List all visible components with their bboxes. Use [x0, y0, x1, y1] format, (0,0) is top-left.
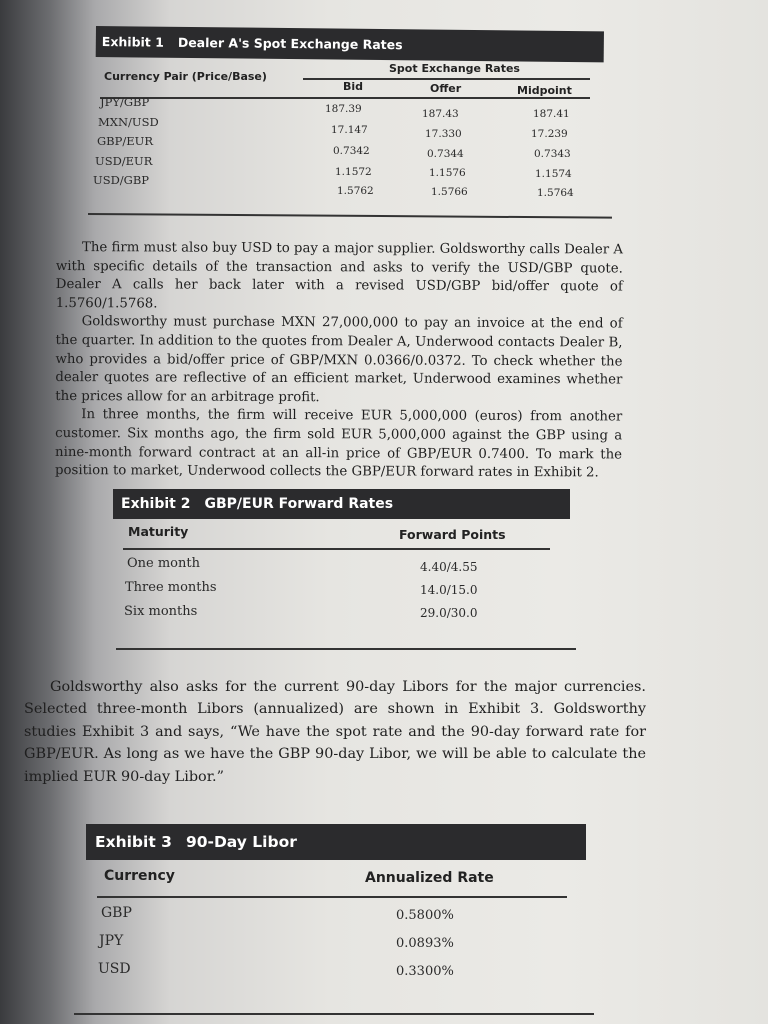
- body-text-1: [55, 239, 623, 483]
- exhibit2-row-points: 4.40/4.55: [420, 560, 478, 574]
- exhibit1-row-offer: 1.1576: [429, 167, 466, 179]
- exhibit1-row-bid: 1.5762: [337, 185, 374, 197]
- exhibit3-number: Exhibit 3: [95, 833, 172, 851]
- paragraph: In three months, the firm will receive EUR 5,000,000 (euros) from another customer. Six months ago, the firm sold EUR 5,000,000 against the GBP using a nine-month forward contract at an all-in price of GBP/EUR 0.7400. To mark the position to market, Underwood collects the GBP/EUR forward rates in Exhibit 2.: [54, 407, 623, 481]
- exhibit1-row-pair: USD/EUR: [95, 154, 153, 168]
- exhibit3-col-currency: Currency: [104, 868, 175, 884]
- exhibit1-row-offer: 17.330: [425, 128, 462, 140]
- exhibit2-col-points: Forward Points: [399, 527, 506, 542]
- exhibit2-header-rule: [123, 548, 550, 550]
- exhibit3-title-bar: [86, 824, 586, 860]
- exhibit1-title: Dealer A's Spot Exchange Rates: [177, 34, 403, 53]
- exhibit1-row-offer: 0.7344: [427, 148, 464, 160]
- exhibit1-title-bar: [96, 26, 604, 62]
- exhibit3-header-rule: [97, 896, 567, 898]
- paragraph: Goldsworthy also asks for the current 90-day Libors for the major currencies. Selected three-month Libors (annualized) are shown in Exhibit 3. Goldsworthy studies Exhibit 3 and says, “We have the spot rate and the 90-day forward rate for GBP/EUR. As long as we have the GBP 90-day Libor, we will be able to calculate the implied EUR 90-day Libor.”: [24, 679, 646, 785]
- exhibit3-bottom-rule: [74, 1013, 594, 1015]
- exhibit1-row-mid: 1.5764: [537, 187, 574, 199]
- exhibit1-group-header: Spot Exchange Rates: [389, 62, 520, 75]
- exhibit3-row-currency: GBP: [101, 905, 132, 921]
- exhibit1-col-pair: Currency Pair (Price/Base): [104, 70, 267, 83]
- exhibit1-col-offer: Offer: [430, 82, 462, 95]
- body-text-2: [24, 676, 646, 788]
- exhibit2-col-maturity: Maturity: [128, 524, 189, 539]
- exhibit1-row-pair: GBP/EUR: [97, 134, 153, 148]
- exhibit2-row-maturity: One month: [127, 556, 200, 571]
- exhibit2-row-points: 29.0/30.0: [420, 606, 478, 620]
- paragraph: Goldsworthy must purchase MXN 27,000,000 to pay an invoice at the end of the quarter. In addition to the quotes from Dealer A, Underwood contacts Dealer B, who provides a bid/offer price of GBP/MXN 0.0366/0.0372. To check whether the dealer quotes are reflective of an efficient market, Underwood examines whether the prices allow for an arbitrage profit.: [55, 314, 623, 405]
- exhibit3-title: 90-Day Libor: [185, 833, 297, 851]
- exhibit1-row-bid: 17.147: [331, 124, 368, 136]
- exhibit3-row-rate: 0.3300%: [396, 964, 454, 979]
- exhibit1-row-offer: 1.5766: [431, 186, 468, 198]
- exhibit3-row-currency: JPY: [99, 933, 124, 949]
- exhibit1-row-pair: MXN/USD: [98, 115, 159, 129]
- exhibit2-bottom-rule: [116, 648, 576, 650]
- exhibit3-row-currency: USD: [98, 961, 131, 977]
- exhibit3-row-rate: 0.5800%: [396, 908, 454, 923]
- exhibit1-header-rule: [100, 97, 590, 99]
- exhibit1-row-pair: USD/GBP: [93, 173, 150, 187]
- exhibit3-row-rate: 0.0893%: [396, 936, 454, 951]
- exhibit1-number: Exhibit 1: [101, 34, 164, 50]
- exhibit1-col-mid: Midpoint: [517, 84, 572, 97]
- exhibit2-row-maturity: Six months: [124, 604, 198, 619]
- exhibit1-row-mid: 17.239: [531, 128, 568, 140]
- exhibit2-row-maturity: Three months: [125, 580, 217, 595]
- exhibit2-title-bar: [113, 489, 570, 519]
- exhibit1-row-mid: 187.41: [533, 108, 570, 120]
- exhibit1-row-bid: 1.1572: [335, 166, 372, 178]
- exhibit1-bottom-rule: [88, 213, 612, 218]
- exhibit1-row-offer: 187.43: [422, 108, 459, 120]
- exhibit1-row-mid: 0.7343: [534, 148, 571, 160]
- exhibit2-number: Exhibit 2: [121, 496, 191, 512]
- exhibit1-row-mid: 1.1574: [535, 168, 572, 180]
- exhibit2-row-points: 14.0/15.0: [420, 583, 478, 597]
- exhibit2-title: GBP/EUR Forward Rates: [204, 496, 394, 512]
- exhibit1-col-bid: Bid: [343, 80, 364, 93]
- paragraph: The firm must also buy USD to pay a major supplier. Goldsworthy calls Dealer A with specific details of the transaction and asks to verify the USD/GBP quote. Dealer A calls her back later with a revised USD/GBP bid/offer quote of 1.5760/1.5768.: [55, 240, 623, 312]
- exhibit1-row-bid: 187.39: [325, 103, 362, 115]
- exhibit3-col-rate: Annualized Rate: [365, 870, 494, 886]
- exhibit1-row-bid: 0.7342: [333, 145, 370, 157]
- exhibit1-row-pair: JPY/GBP: [100, 95, 150, 109]
